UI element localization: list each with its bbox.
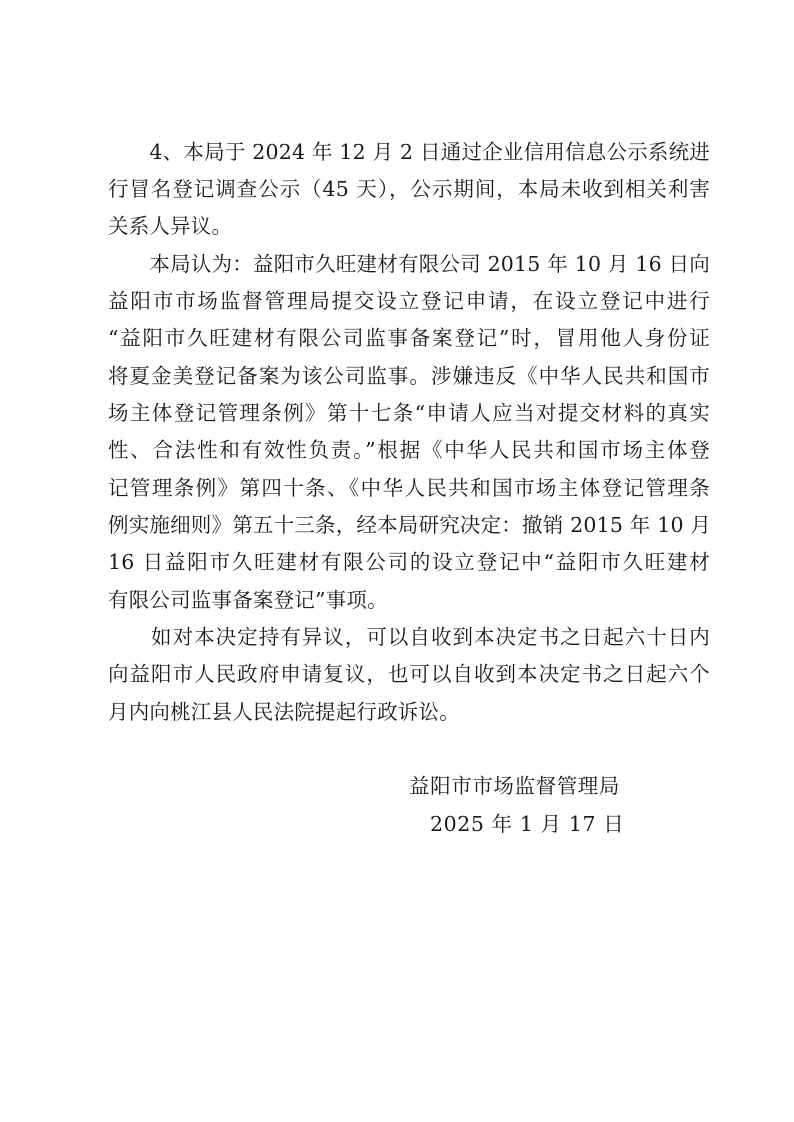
issue-date: 2025 年 1 月 17 日: [430, 812, 625, 836]
paragraph-2-line-9: 16 日益阳市久旺建材有限公司的设立登记中“益阳市久旺建材: [108, 550, 710, 574]
paragraph-2-line-3: “益阳市久旺建材有限公司监事备案登记”时，冒用他人身份证: [108, 326, 710, 350]
paragraph-2-line-7: 记管理条例》第四十条、《中华人民共和国市场主体登记管理条: [108, 476, 710, 500]
paragraph-2-line-2: 益阳市市场监督管理局提交设立登记申请，在设立登记中进行: [108, 289, 710, 313]
paragraph-2-line-5: 场主体登记管理条例》第十七条“申请人应当对提交材料的真实: [108, 401, 710, 425]
paragraph-2-line-10: 有限公司监事备案登记”事项。: [108, 588, 388, 612]
paragraph-3-line-2: 向益阳市人民政府申请复议，也可以自收到本决定书之日起六个: [108, 662, 710, 686]
paragraph-3-line-1: 如对本决定持有异议，可以自收到本决定书之日起六十日内: [108, 625, 710, 649]
paragraph-2-line-1: 本局认为：益阳市久旺建材有限公司 2015 年 10 月 16 日向: [108, 252, 710, 276]
paragraph-2-line-4: 将夏金美登记备案为该公司监事。涉嫌违反《中华人民共和国市: [108, 364, 710, 388]
paragraph-1-line-3: 关系人异议。: [108, 214, 233, 238]
paragraph-1-line-1: 4、本局于 2024 年 12 月 2 日通过企业信用信息公示系统进: [108, 140, 710, 164]
paragraph-1-line-2: 行冒名登记调查公示（45 天），公示期间，本局未收到相关利害: [108, 177, 710, 201]
issuer-name: 益阳市市场监督管理局: [409, 774, 620, 798]
paragraph-3-line-3: 月内向桃江县人民法院提起行政诉讼。: [108, 700, 460, 724]
paragraph-2-line-6: 性、合法性和有效性负责。”根据《中华人民共和国市场主体登: [108, 438, 710, 462]
paragraph-2-line-8: 例实施细则》第五十三条，经本局研究决定：撤销 2015 年 10 月: [108, 513, 712, 537]
